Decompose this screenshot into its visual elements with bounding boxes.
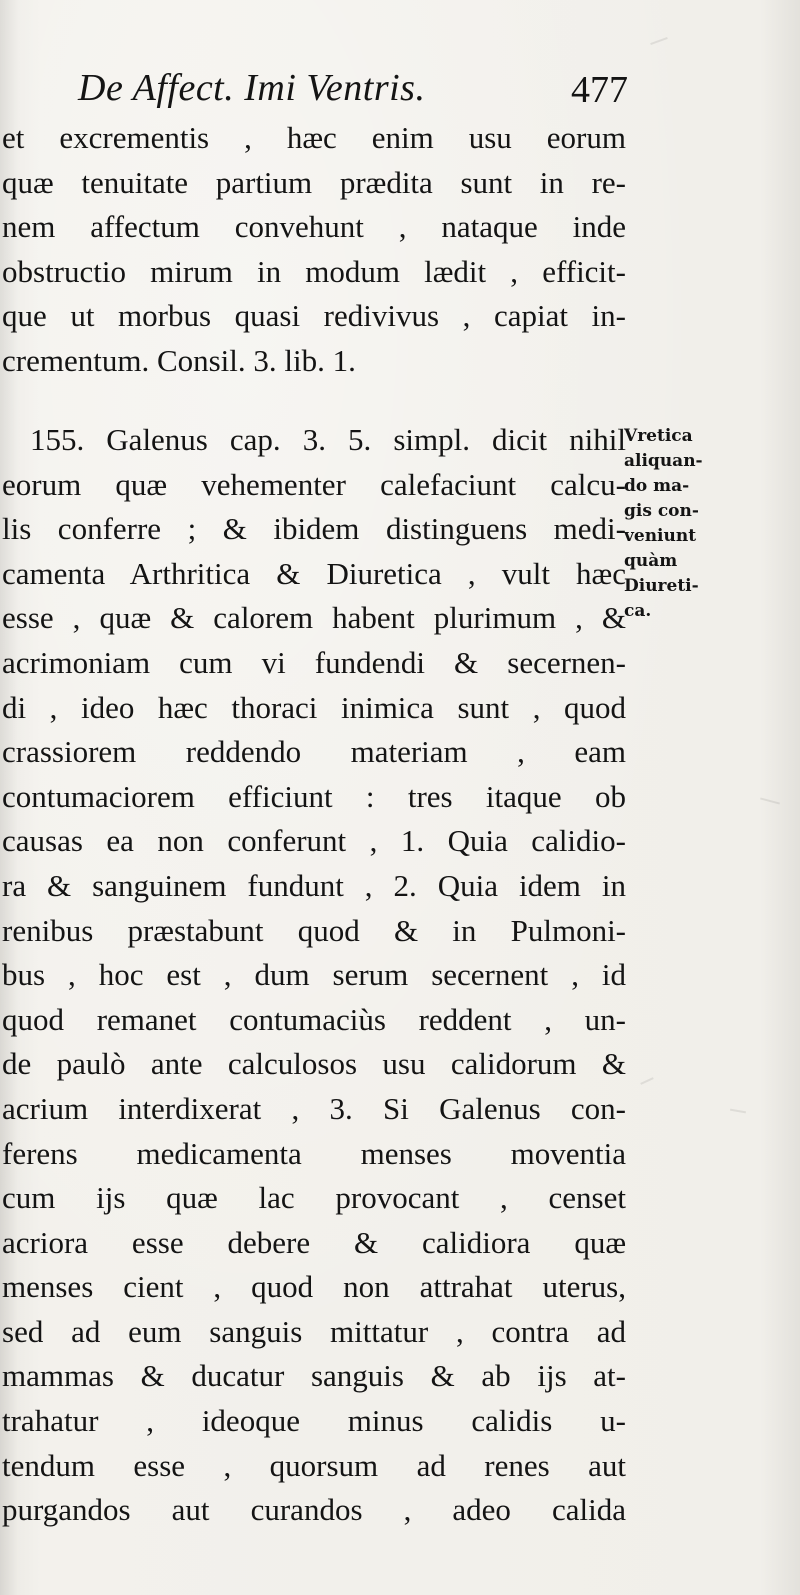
text-line: cum ijs quæ lac provocant , censet [2,1180,626,1216]
text-line: bus , hoc est , dum serum secernent , id [2,957,626,993]
text-line: lis conferre ; & ibidem distinguens medi- [2,511,626,547]
margin-note-line: ca. [624,601,652,621]
text-line: purgandos aut curandos , adeo calida [2,1492,626,1528]
margin-note [624,424,728,624]
margin-note-line: do ma- [624,476,690,496]
text-line: nem affectum convehunt , nataque inde [2,209,626,245]
text-line: quæ tenuitate partium prædita sunt in re- [2,164,626,200]
margin-note-line: Vretica [624,426,693,446]
margin-note-line: veniunt [624,526,697,546]
running-head [78,62,638,122]
text-line: de paulò ante calculosos usu calidorum & [2,1046,626,1082]
paragraph-155 [2,418,626,1533]
text-line: que ut morbus quasi redivivus , capiat in- [2,298,626,334]
text-line: crassiorem reddendo materiam , eam [2,734,626,770]
running-head-title: De Affect. Imi Ventris. [78,67,426,109]
page-number: 477 [571,69,628,111]
text-line: contumaciorem efficiunt : tres itaque ob [2,778,626,814]
margin-note-line: aliquan- [624,451,703,471]
text-line-citation: crementum. Consil. 3. lib. 1. [2,342,356,378]
text-line: menses cient , quod non attrahat uterus, [2,1269,626,1305]
paragraph-continued [2,116,626,384]
margin-note-line: gis con- [624,501,699,521]
text-line-numbered: 155. Galenus cap. 3. 5. simpl. dicit nihil [30,422,626,457]
text-line: ra & sanguinem fundunt , 2. Quia idem in [2,867,626,903]
text-line: acrimoniam cum vi fundendi & secernen- [2,644,626,680]
text-line: trahatur , ideoque minus calidis u- [2,1403,626,1439]
text-line: ferens medicamenta menses moventia [2,1135,626,1171]
text-line: sed ad eum sanguis mittatur , contra ad [2,1313,626,1349]
text-line: di , ideo hæc thoraci inimica sunt , quod [2,689,626,725]
show-through-mark [640,1077,654,1085]
text-line: tendum esse , quorsum ad renes aut [2,1447,626,1483]
text-line: esse , quæ & calorem habent plurimum , & [2,600,626,636]
text-line: causas ea non conferunt , 1. Quia calidio- [2,823,626,859]
text-line: obstructio mirum in modum lædit , efficit- [2,253,626,289]
text-line: quod remanet contumaciùs reddent , un- [2,1001,626,1037]
text-line: camenta Arthritica & Diuretica , vult hæc [2,555,626,591]
text-line: et excrementis , hæc enim usu eorum [2,120,626,155]
text-line: renibus præstabunt quod & in Pulmoni- [2,912,626,948]
text-line: mammas & ducatur sanguis & ab ijs at- [2,1358,626,1394]
text-line: acriora esse debere & calidiora quæ [2,1224,626,1260]
margin-note-line: Diureti- [624,576,699,596]
margin-note-line: quàm [624,551,678,571]
show-through-mark [650,37,668,45]
show-through-mark [730,1109,746,1114]
text-line: acrium interdixerat , 3. Si Galenus con- [2,1090,626,1126]
show-through-mark [760,797,780,804]
text-line: eorum quæ vehementer calefaciunt calcu- [2,466,626,502]
